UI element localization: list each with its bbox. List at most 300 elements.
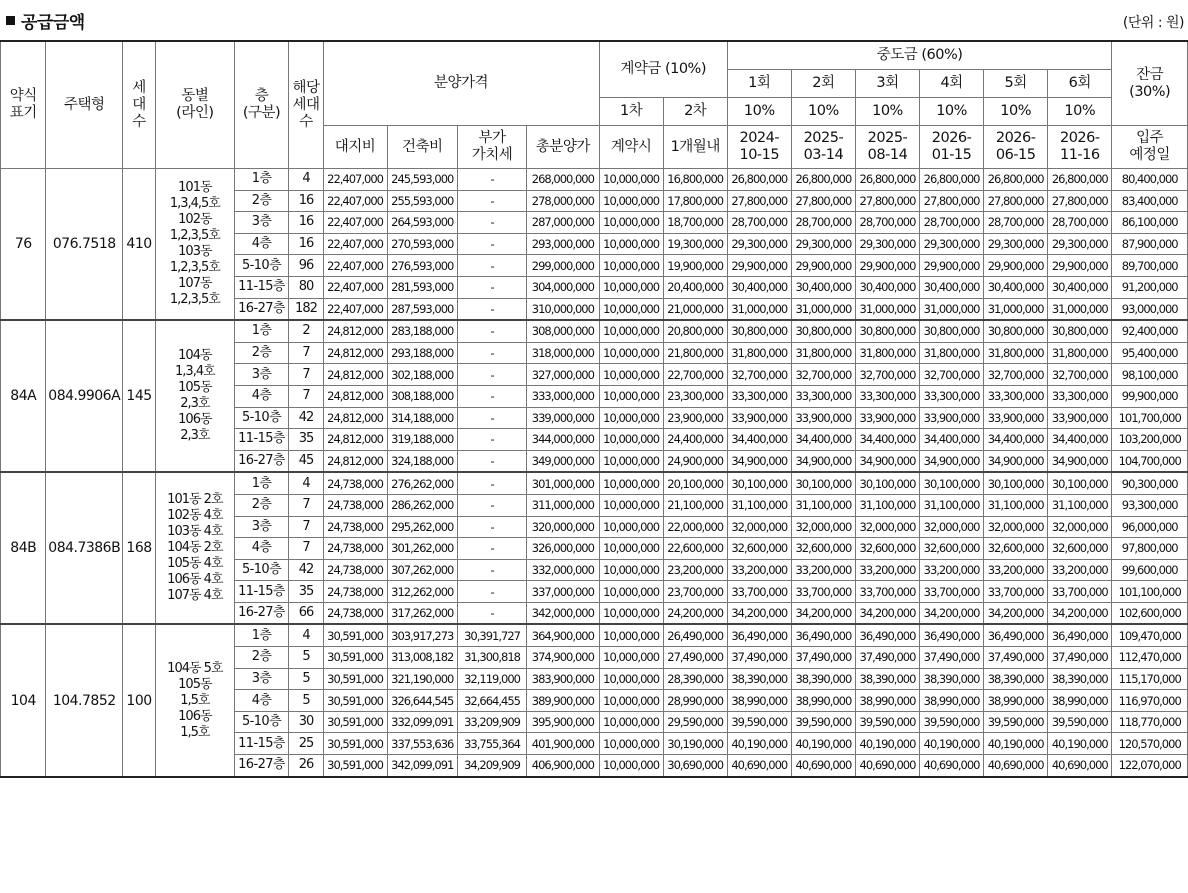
deposit-1-cell: 10,000,000 — [599, 516, 663, 538]
deposit-1-cell: 10,000,000 — [599, 711, 663, 733]
building-cell: 104동 5호 105동 1,5호 106동 1,5호 — [156, 624, 235, 776]
middle-6-cell: 36,490,000 — [1048, 624, 1112, 646]
table-header — [1, 41, 1188, 169]
middle-4-cell: 40,690,000 — [920, 755, 984, 777]
middle-2-cell: 40,690,000 — [791, 755, 855, 777]
floor-cell: 16-27층 — [234, 450, 289, 472]
floor-cell: 4층 — [234, 233, 289, 255]
land-cell: 24,738,000 — [323, 581, 387, 603]
middle-1-cell: 26,800,000 — [727, 169, 791, 191]
middle-6-cell: 26,800,000 — [1048, 169, 1112, 191]
land-cell: 30,591,000 — [323, 624, 387, 646]
floor-cell: 16-27층 — [234, 755, 289, 777]
floor-cell: 1층 — [234, 624, 289, 646]
middle-5-cell: 34,200,000 — [984, 602, 1048, 624]
middle-1-cell: 33,700,000 — [727, 581, 791, 603]
total-cell: 304,000,000 — [527, 276, 599, 298]
middle-1-cell: 34,200,000 — [727, 602, 791, 624]
balance-cell: 95,400,000 — [1112, 342, 1188, 364]
total-cell: 364,900,000 — [527, 624, 599, 646]
middle-6-cell: 30,800,000 — [1048, 320, 1112, 342]
middle-5-cell: 30,400,000 — [984, 276, 1048, 298]
middle-3-cell: 33,900,000 — [855, 407, 919, 429]
total-cell: 332,000,000 — [527, 559, 599, 581]
floor-cell: 4층 — [234, 690, 289, 712]
deposit-2-cell: 19,300,000 — [663, 233, 727, 255]
deposit-1-cell: 10,000,000 — [599, 624, 663, 646]
land-cell: 24,812,000 — [323, 407, 387, 429]
middle-4-cell: 33,900,000 — [920, 407, 984, 429]
header-middle-percent: 10% — [855, 98, 919, 126]
vat-cell: 30,391,727 — [457, 624, 526, 646]
vat-cell: - — [457, 602, 526, 624]
deposit-2-cell: 21,000,000 — [663, 298, 727, 320]
deposit-1-cell: 10,000,000 — [599, 298, 663, 320]
header-middle-date: 2026- 11-16 — [1048, 126, 1112, 169]
middle-4-cell: 34,200,000 — [920, 602, 984, 624]
header-deposit: 계약금 (10%) — [599, 41, 727, 98]
abbr-cell: 84A — [1, 320, 46, 472]
middle-1-cell: 39,590,000 — [727, 711, 791, 733]
building-cost-cell: 342,099,091 — [387, 755, 457, 777]
middle-2-cell: 27,800,000 — [791, 190, 855, 212]
header-vat: 부가 가치세 — [457, 126, 526, 169]
count-cell: 7 — [289, 342, 323, 364]
middle-6-cell: 33,700,000 — [1048, 581, 1112, 603]
header-middle-date: 2025- 03-14 — [791, 126, 855, 169]
deposit-2-cell: 24,400,000 — [663, 429, 727, 451]
vat-cell: - — [457, 450, 526, 472]
total-cell: 278,000,000 — [527, 190, 599, 212]
middle-3-cell: 30,100,000 — [855, 472, 919, 494]
vat-cell: 32,119,000 — [457, 668, 526, 690]
deposit-2-cell: 16,800,000 — [663, 169, 727, 191]
floor-cell: 5-10층 — [234, 255, 289, 277]
land-cell: 24,812,000 — [323, 320, 387, 342]
deposit-2-cell: 18,700,000 — [663, 212, 727, 234]
deposit-2-cell: 28,390,000 — [663, 668, 727, 690]
header-households: 세 대 수 — [122, 41, 155, 169]
building-cost-cell: 317,262,000 — [387, 602, 457, 624]
count-cell: 4 — [289, 169, 323, 191]
deposit-2-cell: 17,800,000 — [663, 190, 727, 212]
balance-cell: 99,900,000 — [1112, 385, 1188, 407]
middle-3-cell: 33,200,000 — [855, 559, 919, 581]
header-middle-date: 2026- 01-15 — [920, 126, 984, 169]
middle-1-cell: 32,600,000 — [727, 538, 791, 560]
total-cell: 383,900,000 — [527, 668, 599, 690]
balance-cell: 109,470,000 — [1112, 624, 1188, 646]
middle-3-cell: 28,700,000 — [855, 212, 919, 234]
total-cell: 401,900,000 — [527, 733, 599, 755]
header-house-type: 주택형 — [46, 41, 123, 169]
vat-cell: - — [457, 494, 526, 516]
middle-5-cell: 32,000,000 — [984, 516, 1048, 538]
count-cell: 16 — [289, 212, 323, 234]
building-cost-cell: 295,262,000 — [387, 516, 457, 538]
total-cell: 333,000,000 — [527, 385, 599, 407]
middle-4-cell: 30,400,000 — [920, 276, 984, 298]
title-bar — [0, 0, 1188, 40]
middle-4-cell: 34,900,000 — [920, 450, 984, 472]
deposit-1-cell: 10,000,000 — [599, 255, 663, 277]
middle-6-cell: 33,200,000 — [1048, 559, 1112, 581]
middle-1-cell: 30,400,000 — [727, 276, 791, 298]
header-deposit-1: 1차 — [599, 98, 663, 126]
middle-6-cell: 39,590,000 — [1048, 711, 1112, 733]
floor-cell: 3층 — [234, 364, 289, 386]
vat-cell: 34,209,909 — [457, 755, 526, 777]
count-cell: 16 — [289, 190, 323, 212]
middle-2-cell: 38,990,000 — [791, 690, 855, 712]
middle-1-cell: 31,000,000 — [727, 298, 791, 320]
vat-cell: - — [457, 516, 526, 538]
land-cell: 22,407,000 — [323, 255, 387, 277]
header-floor: 층 (구분) — [234, 41, 289, 169]
total-cell: 308,000,000 — [527, 320, 599, 342]
deposit-2-cell: 22,700,000 — [663, 364, 727, 386]
vat-cell: - — [457, 233, 526, 255]
middle-3-cell: 37,490,000 — [855, 647, 919, 669]
vat-cell: - — [457, 538, 526, 560]
header-middle-round: 3회 — [855, 70, 919, 98]
middle-4-cell: 33,700,000 — [920, 581, 984, 603]
middle-2-cell: 37,490,000 — [791, 647, 855, 669]
middle-2-cell: 30,800,000 — [791, 320, 855, 342]
land-cell: 24,812,000 — [323, 364, 387, 386]
deposit-1-cell: 10,000,000 — [599, 581, 663, 603]
middle-6-cell: 32,700,000 — [1048, 364, 1112, 386]
deposit-2-cell: 23,200,000 — [663, 559, 727, 581]
building-cost-cell: 245,593,000 — [387, 169, 457, 191]
house-type-cell: 104.7852 — [46, 624, 123, 776]
building-cost-cell: 281,593,000 — [387, 276, 457, 298]
floor-cell: 11-15층 — [234, 276, 289, 298]
middle-6-cell: 34,200,000 — [1048, 602, 1112, 624]
middle-5-cell: 34,400,000 — [984, 429, 1048, 451]
middle-1-cell: 33,900,000 — [727, 407, 791, 429]
deposit-2-cell: 23,300,000 — [663, 385, 727, 407]
header-middle-round: 2회 — [791, 70, 855, 98]
deposit-1-cell: 10,000,000 — [599, 320, 663, 342]
floor-cell: 4층 — [234, 385, 289, 407]
floor-cell: 3층 — [234, 516, 289, 538]
deposit-2-cell: 27,490,000 — [663, 647, 727, 669]
total-cell: 287,000,000 — [527, 212, 599, 234]
deposit-1-cell: 10,000,000 — [599, 429, 663, 451]
header-abbr: 약식 표기 — [1, 41, 46, 169]
vat-cell: - — [457, 342, 526, 364]
header-building: 동별 (라인) — [156, 41, 235, 169]
vat-cell: - — [457, 298, 526, 320]
vat-cell: - — [457, 559, 526, 581]
deposit-2-cell: 29,590,000 — [663, 711, 727, 733]
count-cell: 42 — [289, 407, 323, 429]
building-cell: 104동 1,3,4호 105동 2,3호 106동 2,3호 — [156, 320, 235, 472]
middle-1-cell: 36,490,000 — [727, 624, 791, 646]
balance-cell: 103,200,000 — [1112, 429, 1188, 451]
house-type-cell: 084.9906A — [46, 320, 123, 472]
count-cell: 5 — [289, 690, 323, 712]
table-row — [1, 320, 1188, 342]
middle-1-cell: 34,900,000 — [727, 450, 791, 472]
deposit-1-cell: 10,000,000 — [599, 450, 663, 472]
middle-4-cell: 36,490,000 — [920, 624, 984, 646]
total-cell: 389,900,000 — [527, 690, 599, 712]
middle-3-cell: 32,700,000 — [855, 364, 919, 386]
header-middle-percent: 10% — [984, 98, 1048, 126]
middle-2-cell: 33,200,000 — [791, 559, 855, 581]
balance-cell: 80,400,000 — [1112, 169, 1188, 191]
deposit-2-cell: 19,900,000 — [663, 255, 727, 277]
middle-4-cell: 39,590,000 — [920, 711, 984, 733]
middle-3-cell: 26,800,000 — [855, 169, 919, 191]
land-cell: 22,407,000 — [323, 298, 387, 320]
land-cell: 30,591,000 — [323, 690, 387, 712]
count-cell: 182 — [289, 298, 323, 320]
building-cost-cell: 319,188,000 — [387, 429, 457, 451]
land-cell: 24,812,000 — [323, 342, 387, 364]
middle-2-cell: 30,100,000 — [791, 472, 855, 494]
middle-1-cell: 40,190,000 — [727, 733, 791, 755]
header-middle-round: 6회 — [1048, 70, 1112, 98]
middle-2-cell: 29,900,000 — [791, 255, 855, 277]
land-cell: 22,407,000 — [323, 212, 387, 234]
building-cost-cell: 283,188,000 — [387, 320, 457, 342]
middle-4-cell: 40,190,000 — [920, 733, 984, 755]
building-cost-cell: 255,593,000 — [387, 190, 457, 212]
deposit-1-cell: 10,000,000 — [599, 538, 663, 560]
middle-2-cell: 32,000,000 — [791, 516, 855, 538]
balance-cell: 86,100,000 — [1112, 212, 1188, 234]
middle-1-cell: 33,300,000 — [727, 385, 791, 407]
middle-4-cell: 33,300,000 — [920, 385, 984, 407]
deposit-2-cell: 20,100,000 — [663, 472, 727, 494]
middle-1-cell: 32,000,000 — [727, 516, 791, 538]
floor-cell: 2층 — [234, 190, 289, 212]
middle-5-cell: 30,100,000 — [984, 472, 1048, 494]
header-balance: 잔금 (30%) — [1112, 41, 1188, 126]
header-middle-percent: 10% — [791, 98, 855, 126]
middle-5-cell: 31,800,000 — [984, 342, 1048, 364]
middle-4-cell: 37,490,000 — [920, 647, 984, 669]
floor-cell: 5-10층 — [234, 559, 289, 581]
header-balance-when: 입주 예정일 — [1112, 126, 1188, 169]
balance-cell: 116,970,000 — [1112, 690, 1188, 712]
table-body — [1, 169, 1188, 777]
vat-cell: - — [457, 581, 526, 603]
deposit-1-cell: 10,000,000 — [599, 559, 663, 581]
total-cell: 311,000,000 — [527, 494, 599, 516]
middle-2-cell: 29,300,000 — [791, 233, 855, 255]
count-cell: 80 — [289, 276, 323, 298]
balance-cell: 87,900,000 — [1112, 233, 1188, 255]
middle-2-cell: 36,490,000 — [791, 624, 855, 646]
floor-cell: 1층 — [234, 472, 289, 494]
building-cost-cell: 302,188,000 — [387, 364, 457, 386]
middle-5-cell: 31,000,000 — [984, 298, 1048, 320]
count-cell: 35 — [289, 429, 323, 451]
middle-2-cell: 33,900,000 — [791, 407, 855, 429]
land-cell: 24,812,000 — [323, 429, 387, 451]
middle-6-cell: 30,100,000 — [1048, 472, 1112, 494]
middle-3-cell: 31,800,000 — [855, 342, 919, 364]
count-cell: 42 — [289, 559, 323, 581]
total-cell: 299,000,000 — [527, 255, 599, 277]
total-cell: 301,000,000 — [527, 472, 599, 494]
deposit-2-cell: 24,900,000 — [663, 450, 727, 472]
middle-1-cell: 33,200,000 — [727, 559, 791, 581]
middle-3-cell: 29,900,000 — [855, 255, 919, 277]
middle-1-cell: 32,700,000 — [727, 364, 791, 386]
land-cell: 22,407,000 — [323, 169, 387, 191]
deposit-1-cell: 10,000,000 — [599, 407, 663, 429]
header-middle-round: 4회 — [920, 70, 984, 98]
middle-1-cell: 30,100,000 — [727, 472, 791, 494]
building-cost-cell: 326,644,545 — [387, 690, 457, 712]
deposit-1-cell: 10,000,000 — [599, 212, 663, 234]
count-cell: 4 — [289, 472, 323, 494]
middle-5-cell: 26,800,000 — [984, 169, 1048, 191]
floor-cell: 5-10층 — [234, 407, 289, 429]
floor-cell: 1층 — [234, 169, 289, 191]
header-applicable: 해당 세대 수 — [289, 41, 323, 169]
middle-3-cell: 31,100,000 — [855, 494, 919, 516]
deposit-1-cell: 10,000,000 — [599, 233, 663, 255]
header-middle-round: 1회 — [727, 70, 791, 98]
middle-6-cell: 31,000,000 — [1048, 298, 1112, 320]
count-cell: 26 — [289, 755, 323, 777]
middle-5-cell: 40,190,000 — [984, 733, 1048, 755]
count-cell: 7 — [289, 516, 323, 538]
balance-cell: 101,700,000 — [1112, 407, 1188, 429]
deposit-2-cell: 23,700,000 — [663, 581, 727, 603]
middle-1-cell: 29,900,000 — [727, 255, 791, 277]
middle-2-cell: 38,390,000 — [791, 668, 855, 690]
land-cell: 24,738,000 — [323, 559, 387, 581]
header-middle-percent: 10% — [727, 98, 791, 126]
middle-5-cell: 33,200,000 — [984, 559, 1048, 581]
balance-cell: 91,200,000 — [1112, 276, 1188, 298]
balance-cell: 93,300,000 — [1112, 494, 1188, 516]
middle-4-cell: 34,400,000 — [920, 429, 984, 451]
middle-1-cell: 29,300,000 — [727, 233, 791, 255]
count-cell: 4 — [289, 624, 323, 646]
middle-3-cell: 40,690,000 — [855, 755, 919, 777]
middle-6-cell: 32,600,000 — [1048, 538, 1112, 560]
deposit-2-cell: 28,990,000 — [663, 690, 727, 712]
total-cell: 337,000,000 — [527, 581, 599, 603]
deposit-1-cell: 10,000,000 — [599, 755, 663, 777]
middle-1-cell: 28,700,000 — [727, 212, 791, 234]
page-title-text: 공급금액 — [21, 13, 85, 33]
header-deposit-1-when: 계약시 — [599, 126, 663, 169]
building-cost-cell: 321,190,000 — [387, 668, 457, 690]
floor-cell: 4층 — [234, 538, 289, 560]
balance-cell: 99,600,000 — [1112, 559, 1188, 581]
building-cost-cell: 337,553,636 — [387, 733, 457, 755]
middle-2-cell: 26,800,000 — [791, 169, 855, 191]
count-cell: 30 — [289, 711, 323, 733]
middle-5-cell: 33,900,000 — [984, 407, 1048, 429]
total-cell: 374,900,000 — [527, 647, 599, 669]
abbr-cell: 104 — [1, 624, 46, 776]
land-cell: 22,407,000 — [323, 276, 387, 298]
middle-2-cell: 28,700,000 — [791, 212, 855, 234]
table-row — [1, 169, 1188, 191]
middle-6-cell: 30,400,000 — [1048, 276, 1112, 298]
middle-6-cell: 31,100,000 — [1048, 494, 1112, 516]
floor-cell: 2층 — [234, 494, 289, 516]
vat-cell: 31,300,818 — [457, 647, 526, 669]
deposit-1-cell: 10,000,000 — [599, 276, 663, 298]
land-cell: 30,591,000 — [323, 755, 387, 777]
balance-cell: 98,100,000 — [1112, 364, 1188, 386]
vat-cell: - — [457, 385, 526, 407]
middle-1-cell: 34,400,000 — [727, 429, 791, 451]
header-middle-percent: 10% — [1048, 98, 1112, 126]
count-cell: 5 — [289, 647, 323, 669]
vat-cell: - — [457, 255, 526, 277]
middle-1-cell: 37,490,000 — [727, 647, 791, 669]
total-cell: 349,000,000 — [527, 450, 599, 472]
deposit-2-cell: 22,000,000 — [663, 516, 727, 538]
deposit-1-cell: 10,000,000 — [599, 602, 663, 624]
header-land: 대지비 — [323, 126, 387, 169]
building-cell: 101동 2호 102동 4호 103동 4호 104동 2호 105동 4호 106동 4호 107동 4호 — [156, 472, 235, 624]
building-cost-cell: 312,262,000 — [387, 581, 457, 603]
middle-3-cell: 33,300,000 — [855, 385, 919, 407]
middle-6-cell: 37,490,000 — [1048, 647, 1112, 669]
middle-6-cell: 38,990,000 — [1048, 690, 1112, 712]
middle-4-cell: 32,600,000 — [920, 538, 984, 560]
middle-2-cell: 31,000,000 — [791, 298, 855, 320]
middle-3-cell: 39,590,000 — [855, 711, 919, 733]
middle-2-cell: 33,300,000 — [791, 385, 855, 407]
balance-cell: 115,170,000 — [1112, 668, 1188, 690]
middle-5-cell: 38,390,000 — [984, 668, 1048, 690]
middle-1-cell: 31,100,000 — [727, 494, 791, 516]
middle-4-cell: 31,100,000 — [920, 494, 984, 516]
abbr-cell: 84B — [1, 472, 46, 624]
deposit-1-cell: 10,000,000 — [599, 169, 663, 191]
middle-6-cell: 29,900,000 — [1048, 255, 1112, 277]
deposit-1-cell: 10,000,000 — [599, 385, 663, 407]
header-middle-date: 2026- 06-15 — [984, 126, 1048, 169]
balance-cell: 118,770,000 — [1112, 711, 1188, 733]
middle-5-cell: 37,490,000 — [984, 647, 1048, 669]
balance-cell: 96,000,000 — [1112, 516, 1188, 538]
middle-5-cell: 33,700,000 — [984, 581, 1048, 603]
floor-cell: 2층 — [234, 342, 289, 364]
middle-1-cell: 31,800,000 — [727, 342, 791, 364]
middle-5-cell: 28,700,000 — [984, 212, 1048, 234]
households-cell: 100 — [122, 624, 155, 776]
deposit-2-cell: 22,600,000 — [663, 538, 727, 560]
balance-cell: 90,300,000 — [1112, 472, 1188, 494]
count-cell: 25 — [289, 733, 323, 755]
middle-3-cell: 29,300,000 — [855, 233, 919, 255]
deposit-2-cell: 23,900,000 — [663, 407, 727, 429]
middle-5-cell: 27,800,000 — [984, 190, 1048, 212]
building-cost-cell: 303,917,273 — [387, 624, 457, 646]
count-cell: 7 — [289, 364, 323, 386]
building-cost-cell: 332,099,091 — [387, 711, 457, 733]
building-cost-cell: 307,262,000 — [387, 559, 457, 581]
middle-2-cell: 34,400,000 — [791, 429, 855, 451]
vat-cell: - — [457, 429, 526, 451]
floor-cell: 16-27층 — [234, 298, 289, 320]
